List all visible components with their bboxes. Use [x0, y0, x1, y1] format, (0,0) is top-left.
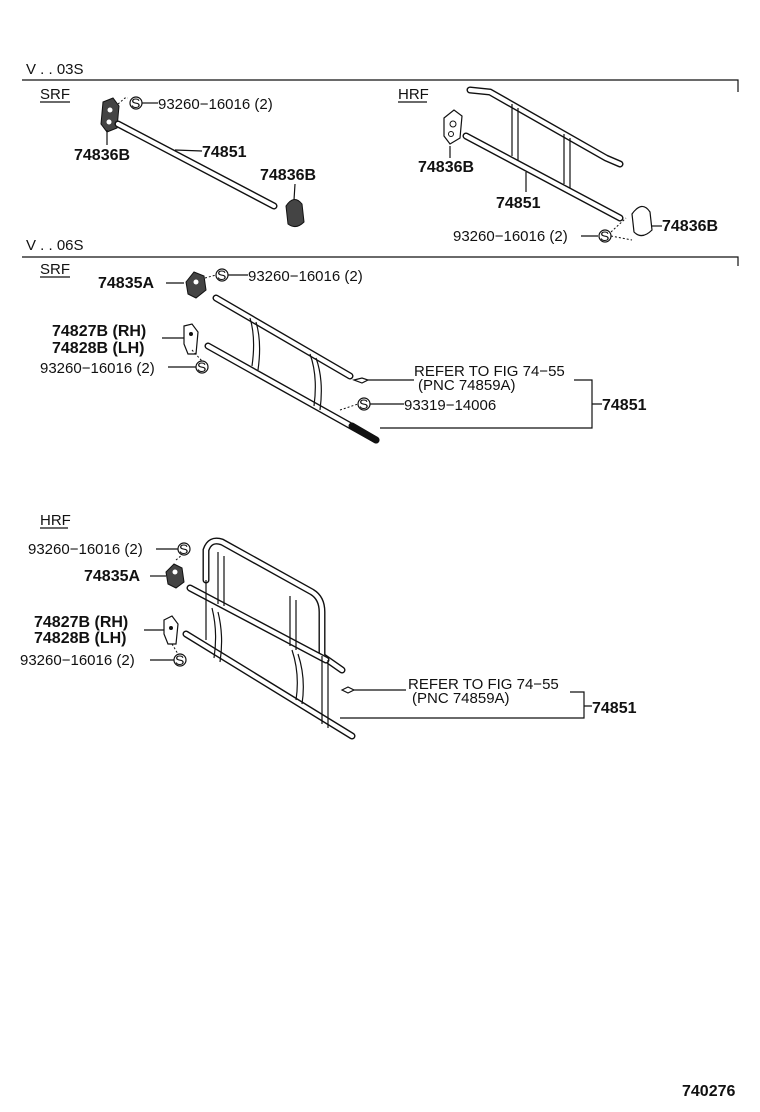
- part-93319-14006: 93319−14006: [404, 397, 497, 414]
- endcap-74836b-srf-right: [286, 199, 304, 226]
- screw-symbol: S: [179, 541, 189, 557]
- part-74836b: 74836B: [260, 167, 317, 184]
- bracket-74827b-74828b-hrf: [164, 616, 178, 644]
- part-74851: 74851: [602, 397, 647, 414]
- bracket-74835a-srf: [186, 272, 206, 298]
- part-74828b-lh: 74828B (LH): [52, 340, 145, 357]
- sub-label-hrf-1: HRF: [398, 86, 429, 103]
- screw-symbol: S: [359, 396, 369, 412]
- part-93260-16016: 93260−16016 (2): [453, 228, 568, 245]
- sub-label-srf-2: SRF: [40, 261, 70, 278]
- part-74836b: 74836B: [74, 147, 131, 164]
- part-74827b-rh: 74827B (RH): [34, 614, 129, 631]
- refer-to-fig-74-55: REFER TO FIG 74−55: [414, 363, 565, 380]
- refer-to-fig-74-55: REFER TO FIG 74−55: [408, 676, 559, 693]
- part-74835a: 74835A: [84, 568, 141, 585]
- bracket-74827b-74828b-srf: [184, 324, 198, 354]
- screw-symbol: S: [131, 95, 141, 111]
- section-label-v06s: V . . 06S: [26, 237, 84, 254]
- bracket-74835a-hrf: [166, 564, 184, 588]
- part-74851: 74851: [592, 700, 637, 717]
- screw-symbol: S: [217, 267, 227, 283]
- part-93260-16016: 93260−16016 (2): [20, 652, 135, 669]
- part-74836b: 74836B: [662, 218, 719, 235]
- ladder-rail-74851-hrf-06s: [186, 541, 352, 736]
- sub-label-srf-1: SRF: [40, 86, 70, 103]
- section-divider-v06s: [22, 257, 738, 266]
- part-93260-16016: 93260−16016 (2): [158, 96, 273, 113]
- part-74835a: 74835A: [98, 275, 155, 292]
- section-label-v03s: V . . 03S: [26, 61, 84, 78]
- refer-pnc-74859a: (PNC 74859A): [412, 690, 510, 707]
- part-74851: 74851: [496, 195, 541, 212]
- part-74828b-lh: 74828B (LH): [34, 630, 127, 647]
- part-93260-16016: 93260−16016 (2): [248, 268, 363, 285]
- figure-number: 740276: [682, 1083, 736, 1100]
- refer-pnc-74859a: (PNC 74859A): [418, 377, 516, 394]
- section-divider-v03s: [22, 80, 738, 92]
- rail-pipe-74851-srf-03s: [118, 124, 274, 206]
- part-74836b: 74836B: [418, 159, 475, 176]
- sub-label-hrf-2: HRF: [40, 512, 71, 529]
- bracket-74836b-hrf-left: [444, 110, 462, 144]
- screw-symbol: S: [600, 228, 610, 244]
- part-74851: 74851: [202, 144, 247, 161]
- rail-assembly-74851-srf-06s: [208, 298, 376, 440]
- part-93260-16016: 93260−16016 (2): [28, 541, 143, 558]
- part-93260-16016: 93260−16016 (2): [40, 360, 155, 377]
- ladder-rail-74851-hrf-03s: [466, 90, 620, 218]
- screw-symbol: S: [175, 652, 185, 668]
- endcap-74836b-hrf-right: [632, 206, 652, 235]
- screw-symbol: S: [197, 359, 207, 375]
- part-74827b-rh: 74827B (RH): [52, 323, 147, 340]
